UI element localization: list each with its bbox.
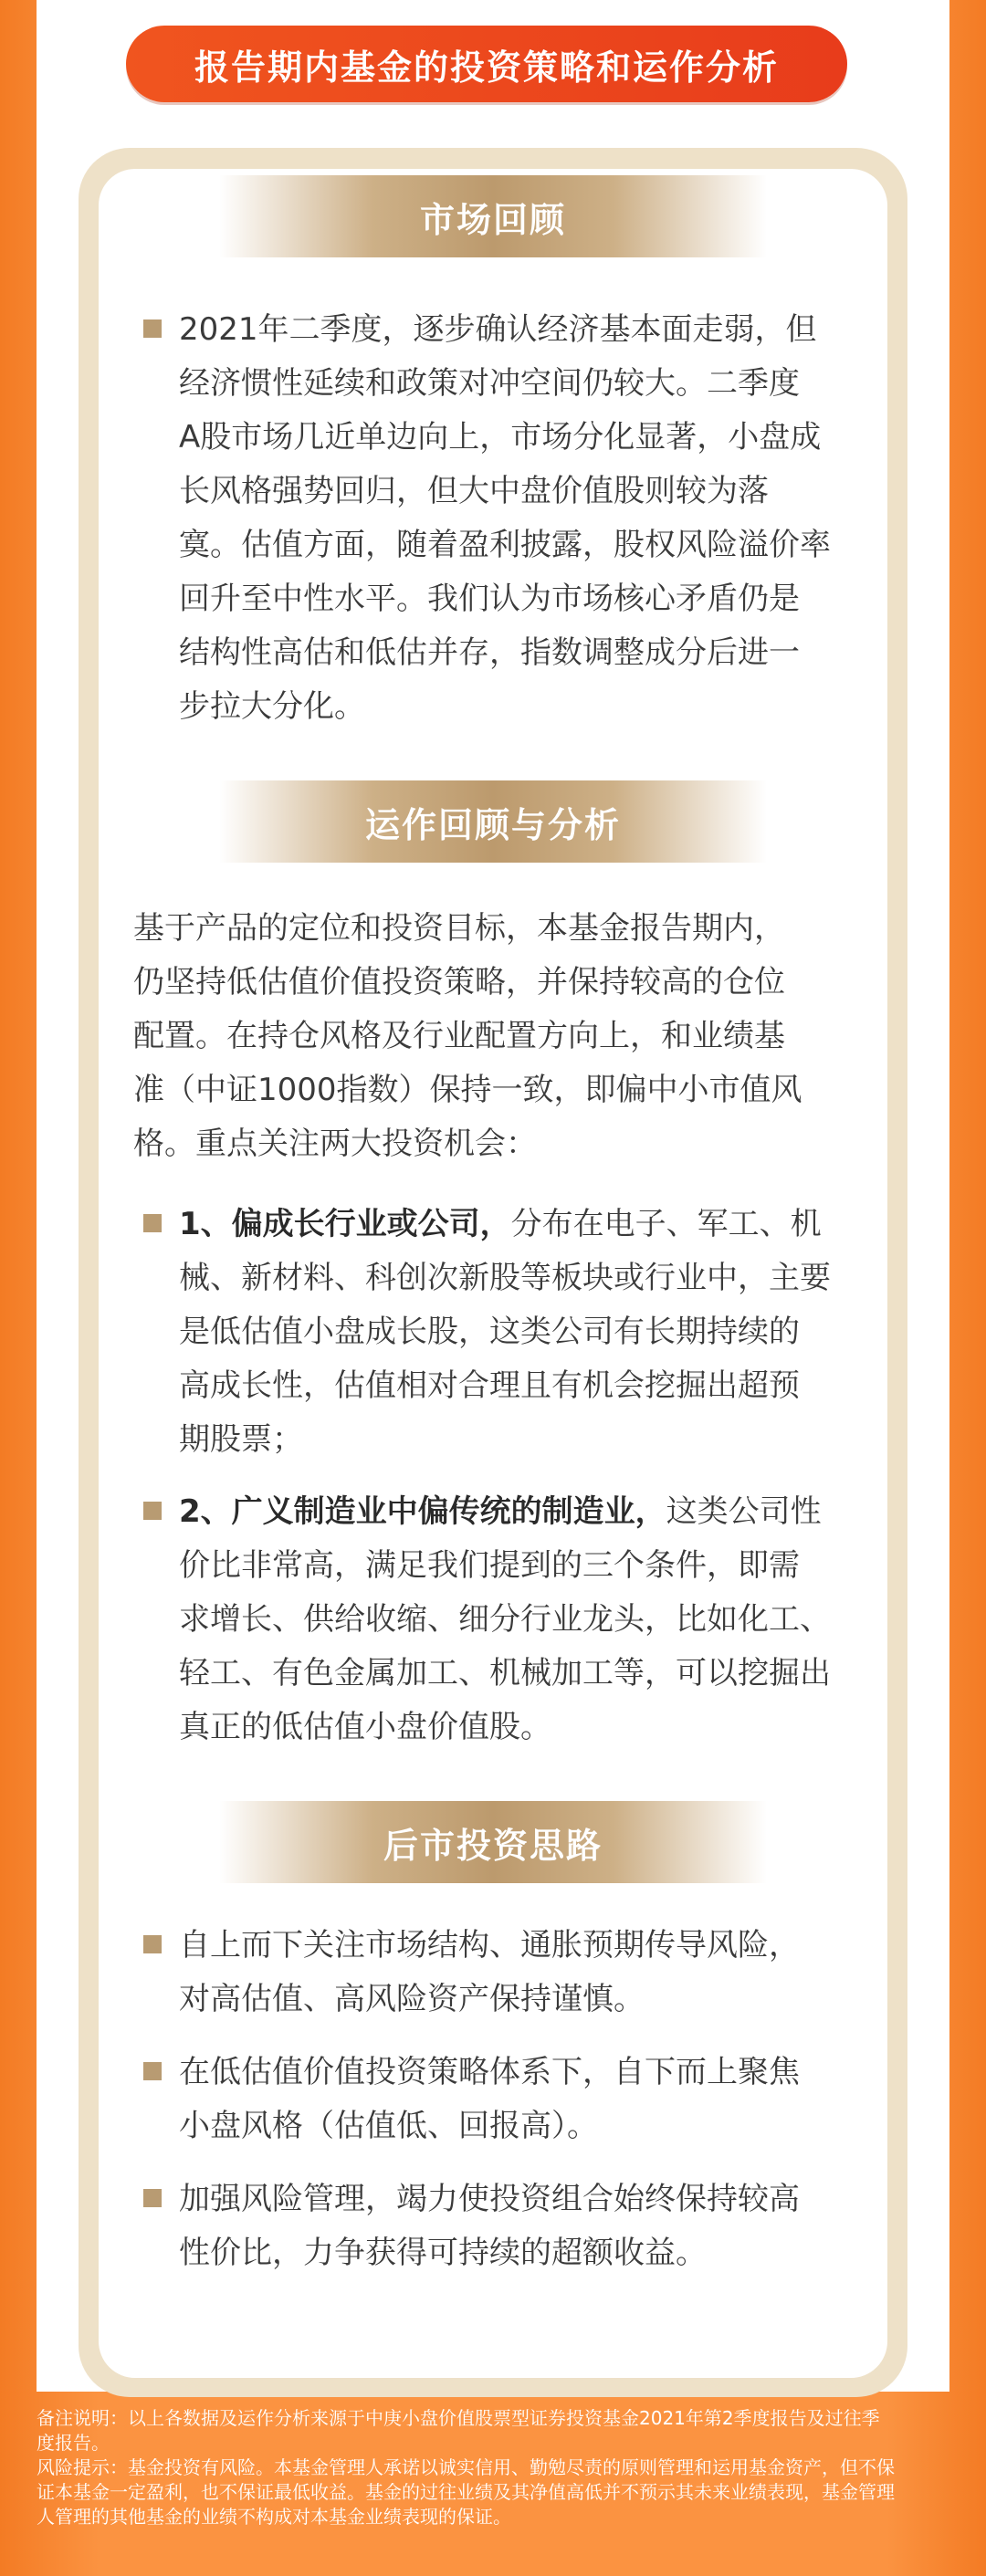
market-review-paragraph bbox=[179, 303, 831, 734]
text-line: 械、新材料、科创次新股等板块或行业中，主要 bbox=[179, 1260, 831, 1296]
text-line: 步拉大分化。 bbox=[179, 688, 365, 725]
text-line: 准（中证1000指数）保持一致，即偏中小市值风 bbox=[133, 1072, 802, 1108]
text-line: 寞。估值方面，随着盈利披露，股权风险溢价率 bbox=[179, 527, 831, 563]
text-line: 在低估值价值投资策略体系下，自下而上聚焦 bbox=[179, 2054, 800, 2090]
bullet-marker bbox=[143, 2062, 162, 2080]
text-line: 求增长、供给收缩、细分行业龙头，比如化工、 bbox=[179, 1601, 831, 1638]
opportunity-heading: 2、广义制造业中偏传统的制造业， bbox=[179, 1493, 666, 1530]
outlook-item-1 bbox=[179, 1919, 800, 2026]
text-line: 回升至中性水平。我们认为市场核心矛盾仍是 bbox=[179, 581, 800, 617]
text-line: 2021年二季度，逐步确认经济基本面走弱，但 bbox=[179, 311, 817, 348]
text-line: A股市场几近单边向上，市场分化显著，小盘成 bbox=[179, 419, 822, 456]
operation-intro-paragraph bbox=[133, 902, 802, 1171]
text-line: 期股票； bbox=[179, 1421, 303, 1458]
section-title-operation-review bbox=[219, 780, 767, 863]
text-line: 小盘风格（估值低、回报高）。 bbox=[179, 2108, 598, 2144]
footer-notes bbox=[37, 2406, 959, 2529]
text-line: 加强风险管理，竭力使投资组合始终保持较高 bbox=[179, 2181, 800, 2217]
footer-risk-line: 人管理的其他基金的业绩不构成对本基金业绩表现的保证。 bbox=[37, 2506, 511, 2528]
text-line bbox=[179, 1198, 831, 1251]
section-title-text: 运作回顾与分析 bbox=[364, 804, 621, 845]
text-line: 性价比，力争获得可持续的超额收益。 bbox=[179, 2235, 707, 2271]
text-line: 仍坚持低估值价值投资策略，并保持较高的仓位 bbox=[133, 964, 785, 1000]
text-line: 对高估值、高风险资产保持谨慎。 bbox=[179, 1981, 645, 2017]
text-line: 经济惯性延续和政策对冲空间仍较大。二季度 bbox=[179, 365, 800, 402]
footer-note-line: 备注说明：以上各数据及运作分析来源于中庚小盘价值股票型证券投资基金2021年第2季度报告及过往季 bbox=[37, 2407, 880, 2429]
text-line: 价比非常高，满足我们提到的三个条件，即需 bbox=[179, 1547, 800, 1584]
opportunity-item-1 bbox=[179, 1198, 831, 1467]
bullet-marker bbox=[143, 1935, 162, 1953]
footer-risk-line: 证本基金一定盈利，也不保证最低收益。基金的过往业绩及其净值高低并不预示其未来业绩表现，基金管理 bbox=[37, 2481, 895, 2503]
bullet-marker bbox=[143, 1214, 162, 1232]
outlook-item-3 bbox=[179, 2173, 800, 2280]
text-line bbox=[179, 1485, 831, 1539]
opportunity-text: 这类公司性 bbox=[666, 1493, 822, 1530]
text-line: 基于产品的定位和投资目标，本基金报告期内， bbox=[133, 910, 785, 947]
outlook-item-2 bbox=[179, 2046, 800, 2153]
footer-note-line: 度报告。 bbox=[37, 2432, 110, 2454]
text-line: 高成长性，估值相对合理且有机会挖掘出超预 bbox=[179, 1367, 800, 1404]
bullet-marker bbox=[143, 1502, 162, 1520]
footer-risk-line: 风险提示：基金投资有风险。本基金管理人承诺以诚实信用、勤勉尽责的原则管理和运用基金资产，但不保 bbox=[37, 2456, 895, 2478]
bullet-marker bbox=[143, 319, 162, 338]
opportunity-text: 分布在电子、军工、机 bbox=[510, 1206, 822, 1242]
opportunity-item-2 bbox=[179, 1485, 831, 1754]
section-title-outlook bbox=[219, 1801, 767, 1883]
text-line: 是低估值小盘成长股，这类公司有长期持续的 bbox=[179, 1314, 800, 1350]
text-line: 结构性高估和低估并存，指数调整成分后进一 bbox=[179, 634, 800, 671]
text-line: 真正的低估值小盘价值股。 bbox=[179, 1709, 551, 1745]
section-title-text: 市场回顾 bbox=[419, 199, 566, 240]
page-title: 报告期内基金的投资策略和运作分析 bbox=[194, 47, 779, 88]
header-banner bbox=[126, 26, 847, 102]
opportunity-heading: 1、偏成长行业或公司， bbox=[179, 1206, 511, 1242]
bullet-marker bbox=[143, 2189, 162, 2207]
text-line: 自上而下关注市场结构、通胀预期传导风险， bbox=[179, 1927, 800, 1963]
text-line: 轻工、有色金属加工、机械加工等，可以挖掘出 bbox=[179, 1655, 831, 1691]
section-title-text: 后市投资思路 bbox=[383, 1825, 603, 1866]
text-line: 长风格强势回归，但大中盘价值股则较为落 bbox=[179, 473, 769, 509]
text-line: 配置。在持仓风格及行业配置方向上，和业绩基 bbox=[133, 1018, 785, 1054]
section-title-market-review bbox=[219, 175, 767, 257]
text-line: 格。重点关注两大投资机会： bbox=[133, 1126, 537, 1162]
